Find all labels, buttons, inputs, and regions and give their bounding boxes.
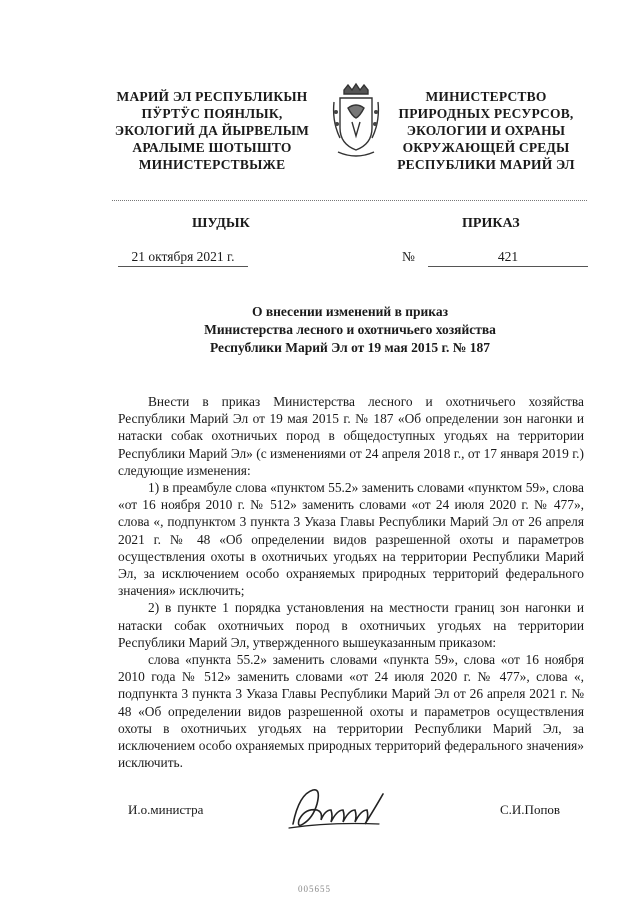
registry-mark: 005655 xyxy=(298,884,331,894)
header-left-line: ПӰРТӰС ПОЯНЛЫК, xyxy=(141,106,283,121)
handwritten-signature xyxy=(283,780,423,836)
coat-of-arms-icon xyxy=(330,82,382,164)
header-right-ministry-ru xyxy=(386,88,586,173)
doc-type-russian: ПРИКАЗ xyxy=(462,216,520,231)
header-right-line: МИНИСТЕРСТВО xyxy=(425,89,547,104)
header-left-line: МИНИСТЕРСТВЫЖЕ xyxy=(138,157,286,172)
subject-line: Республики Марий Эл от 19 мая 2015 г. № 187 xyxy=(209,340,491,355)
body-paragraph: слова «пункта 55.2» заменить словами «пункта 59», слова «от 16 ноября 2010 года № 512» заменить словами «от 24 июля 2020 г. № 477», слова «, подпункта 3 пункта 3 Указа Главы Республики Марий Эл от 26 апреля 2021 г. № 48 «Об определении видов разрешенной охоты и параметров осуществления охоты в охотничьих угодьях на территории Республики Марий Эл, за исключением особо охраняемых природных территорий федерального значения» исключить. xyxy=(118,652,584,771)
body-paragraph: Внести в приказ Министерства лесного и охотничьего хозяйства Республики Марий Эл от 19 мая 2015 г. № 187 «Об определении зон нагонки и натаски собак охотничьих пород в общедоступных угодьях на территории Республики Марий Эл» (с изменениями от 24 апреля 2018 г., от 17 января 2019 г.) следующие изменения: xyxy=(118,394,584,478)
header-left-line: ЭКОЛОГИЙ ДА ЙЫРВЕЛЫМ xyxy=(114,123,310,138)
document-subject xyxy=(140,303,560,357)
header-left-ministry-mari xyxy=(100,88,324,173)
body-paragraph: 2) в пункте 1 порядка установления на местности границ зон нагонки и натаски собак охотничьих пород в охотничьих угодьях на территории Республики Марий Эл, утвержденного вышеуказанным приказом: xyxy=(118,600,584,650)
document-number: 421 xyxy=(428,249,588,267)
body-paragraph: 1) в преамбуле слова «пунктом 55.2» заменить словами «пунктом 59», слова «от 16 ноября 2010 г. № 512» заменить словами «от 24 июля 2020 г. № 477», слова «, подпунктом 3 пункта 3 Указа Главы Республики Марий Эл от 26 апреля 2021 г. № 48 «Об определении видов разрешенной охоты и параметров осуществления охоты в охотничьих угодьях на территории Республики Марий Эл, за исключением особо охраняемых природных территорий федерального значения» исключить; xyxy=(118,480,584,599)
header-right-line: ОКРУЖАЮЩЕЙ СРЕДЫ xyxy=(402,140,570,155)
header-left-line: МАРИЙ ЭЛ РЕСПУБЛИКЫН xyxy=(116,89,308,104)
signatory-name: С.И.Попов xyxy=(500,802,561,817)
doc-type-mari: ШУДЫК xyxy=(192,216,250,231)
header-right-line: ЭКОЛОГИИ И ОХРАНЫ xyxy=(406,123,566,138)
document-date: 21 октября 2021 г. xyxy=(118,249,248,267)
subject-line: Министерства лесного и охотничьего хозяйства xyxy=(204,322,496,337)
subject-line: О внесении изменений в приказ xyxy=(251,304,449,319)
header-separator xyxy=(112,200,587,201)
header-right-line: ПРИРОДНЫХ РЕСУРСОВ, xyxy=(398,106,574,121)
document-body xyxy=(118,393,584,771)
signatory-title: И.о.министра xyxy=(128,802,204,817)
header-right-line: РЕСПУБЛИКИ МАРИЙ ЭЛ xyxy=(397,157,575,172)
number-sign: № xyxy=(402,249,415,264)
header-left-line: АРАЛЫМЕ ШОТЫШТО xyxy=(132,140,292,155)
